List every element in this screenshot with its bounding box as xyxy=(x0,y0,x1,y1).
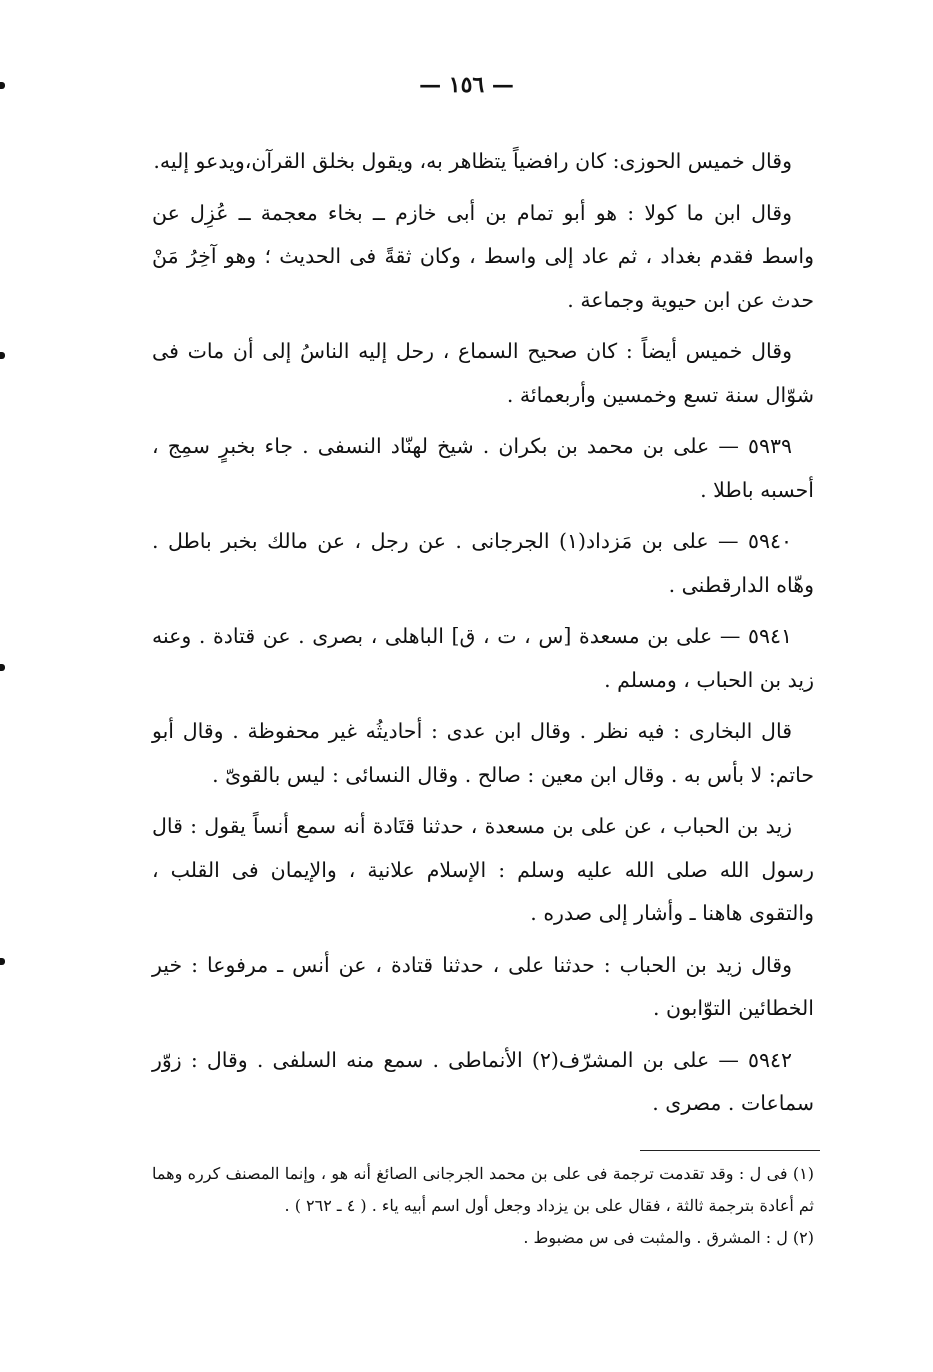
page-edge-mark xyxy=(0,664,5,671)
paragraph-ibn-makula: وقال ابن ما كولا : هو أبو تمام بن أبى خازم ــ بخاء معجمة ــ عُزِل عن واسط فقدم بغداد ، ثم عاد إلى واسط ، وكان ثقةً فى الحديث ؛ وهو آخِرُ مَنْ حدث عن ابن حيوية وجماعة . xyxy=(152,200,814,312)
paragraph-khamis-rafidi: وقال خميس الحوزى: كان رافضياً يتظاهر به، ويقول بخلق القرآن،ويدعو إليه. xyxy=(153,149,792,173)
main-text xyxy=(152,140,814,1134)
page-edge-mark xyxy=(0,958,5,965)
page-number: — ١٥٦ — xyxy=(419,72,514,98)
footnote-1: (١) فى ل : وقد تقدمت ترجمة فى على بن محمد الجرجانى الصائغ أنه هو ، وإنما المصنف كرره وهما ثم أعادة بترجمة ثالثة ، فقال على بن يزداد وجعل أول اسم أبيه ياء . ( ٤ ـ ٢٦٢ ) . xyxy=(152,1164,814,1215)
paragraph-hadith-islam: زيد بن الحباب ، عن على بن مسعدة ، حدثنا قتَادة أنه سمع أنساً يقول : قال رسول الله صلى الله عليه وسلم : الإسلام علانية ، والإيمان فى القلب ، والتقوى هاهنا ـ وأشار إلى صدره . xyxy=(152,814,814,925)
entry-5940: ٥٩٤٠ — على بن مَزداد(١) الجرجانى . عن رجل ، عن مالك بخبر باطل . وهّاه الدارقطنى . xyxy=(152,529,814,597)
footnote-divider xyxy=(640,1150,820,1151)
paragraph-hadith-tawwabun: وقال زيد بن الحباب : حدثنا على ، حدثنا قتادة ، عن أنس ـ مرفوعا : خير الخطائين التوّابون . xyxy=(152,952,814,1020)
paragraph-khamis-sama: وقال خميس أيضاً : كان صحيح السماع ، رحل إليه الناسُ إلى أن مات فى شوّال سنة تسع وخمسين وأربعمائة . xyxy=(152,339,814,407)
entry-5939: ٥٩٣٩ — على بن محمد بن بكران . شيخ لهنّاد النسفى . جاء بخبرٍ سمِج ، أحسبه باطلا . xyxy=(152,434,814,502)
entry-5942: ٥٩٤٢ — على بن المشرّف(٢) الأنماطى . سمع منه السلفى . وقال : زوّر سماعات . مصرى . xyxy=(152,1047,814,1115)
page-edge-mark xyxy=(0,352,5,359)
footnote-2: (٢) ل : المشرق . والمثبت فى س مضبوط . xyxy=(523,1228,814,1247)
paragraph-bukhari-opinion: قال البخارى : فيه نظر . وقال ابن عدى : أحاديثُه غير محفوظة . وقال أبو حاتم: لا بأس به . وقال ابن معين : صالح . وقال النسائى : ليس بالقوىّ . xyxy=(152,719,814,787)
footnotes xyxy=(152,1158,814,1254)
entry-5941: ٥٩٤١ — على بن مسعدة [س ، ت ، ق] الباهلى ، بصرى . عن قتادة . وعنه زيد بن الحباب ، ومسلم . xyxy=(152,624,814,692)
